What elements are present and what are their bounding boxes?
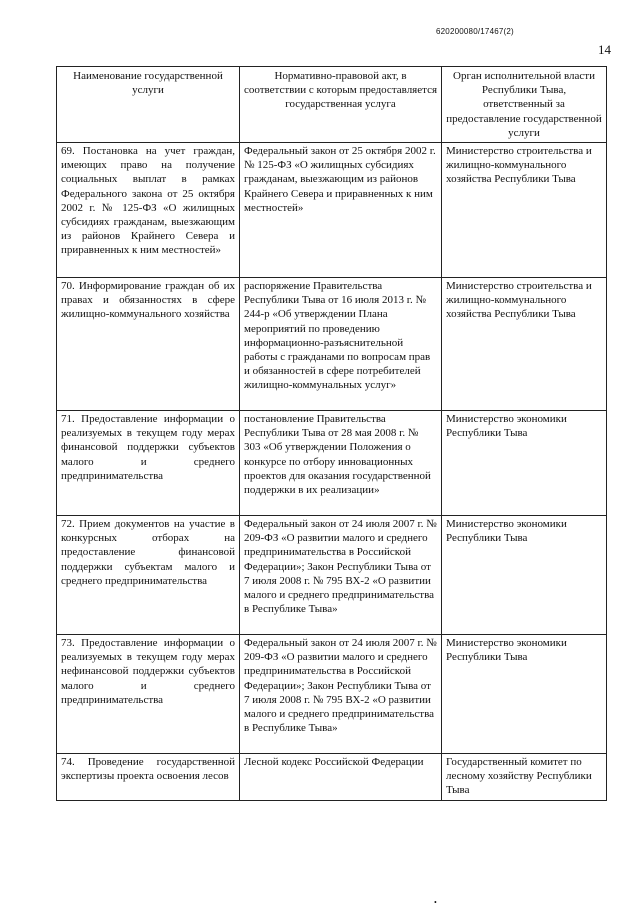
table-row <box>57 754 607 801</box>
table-header-row <box>57 67 607 143</box>
body-cell: Министерство строительства и жилищно-коммунального хозяйства Республики Тыва <box>442 278 607 411</box>
table-row <box>57 143 607 278</box>
act-cell: Лесной кодекс Российской Федерации <box>240 754 442 801</box>
act-cell: Федеральный закон от 25 октября 2002 г. № 125-ФЗ «О жилищных субсидиях гражданам, выезжающим из районов Крайнего Севера и приравненных к ним местностей» <box>240 143 442 278</box>
service-cell: 74. Проведение государственной экспертизы проекта освоения лесов <box>57 754 240 801</box>
body-cell: Государственный комитет по лесному хозяйству Республики Тыва <box>442 754 607 801</box>
body-cell: Министерство строительства и жилищно-коммунального хозяйства Республики Тыва <box>442 143 607 278</box>
body-cell: Министерство экономики Республики Тыва <box>442 516 607 635</box>
table-row <box>57 516 607 635</box>
body-cell: Министерство экономики Республики Тыва <box>442 635 607 754</box>
document-id: 620200080/17467(2) <box>436 27 514 36</box>
footer-mark: • <box>434 898 437 907</box>
act-cell: постановление Правительства Республики Тыва от 28 мая 2008 г. № 303 «Об утверждении Положения о конкурсе по отбору инновационных проектов для оказания государственной поддержки в их реализации» <box>240 411 442 516</box>
service-cell: 73. Предоставление информации о реализуемых в текущем году мерах нефинансовой поддержки субъектов малого и среднего предпринимательства <box>57 635 240 754</box>
column-header-act: Нормативно-правовой акт, в соответствии с которым предоставляется государственная услуга <box>240 67 442 143</box>
service-cell: 70. Информирование граждан об их правах и обязанностях в сфере жилищно-коммунального хозяйства <box>57 278 240 411</box>
act-cell: распоряжение Правительства Республики Тыва от 16 июля 2013 г. № 244-р «Об утверждении Плана мероприятий по проведению информационно-разъяснительной работы с гражданами по вопросам прав и обязанностей в сфере потребителей жилищно-коммунальных услуг» <box>240 278 442 411</box>
table-row <box>57 278 607 411</box>
service-cell: 69. Постановка на учет граждан, имеющих право на получение социальных выплат в рамках Федерального закона от 25 октября 2002 г. № 125-ФЗ «О жилищных субсидиях гражданам, выезжающим из районов Крайнего Севера и приравненных к ним местностей» <box>57 143 240 278</box>
page-number: 14 <box>598 42 611 57</box>
column-header-service: Наименование государственной услуги <box>57 67 240 143</box>
service-cell: 71. Предоставление информации о реализуемых в текущем году мерах финансовой поддержки субъектов малого и среднего предпринимательства <box>57 411 240 516</box>
table-row <box>57 635 607 754</box>
service-cell: 72. Прием документов на участие в конкурсных отборах на предоставление финансовой поддержки субъектам малого и среднего предпринимательства <box>57 516 240 635</box>
services-table <box>56 66 607 801</box>
act-cell: Федеральный закон от 24 июля 2007 г. № 209-ФЗ «О развитии малого и среднего предпринимательства в Российской Федерации»; Закон Республики Тыва от 7 июля 2008 г. № 795 ВХ-2 «О развитии малого и среднего предпринимательства в Республике Тыва» <box>240 516 442 635</box>
table-row <box>57 411 607 516</box>
column-header-body: Орган исполнительной власти Республики Тыва, ответственный за предоставление государственной услуги <box>442 67 607 143</box>
act-cell: Федеральный закон от 24 июля 2007 г. № 209-ФЗ «О развитии малого и среднего предпринимательства в Российской Федерации»; Закон Республики Тыва от 7 июля 2008 г. № 795 ВХ-2 «О развитии малого и среднего предпринимательства в Республике Тыва» <box>240 635 442 754</box>
body-cell: Министерство экономики Республики Тыва <box>442 411 607 516</box>
